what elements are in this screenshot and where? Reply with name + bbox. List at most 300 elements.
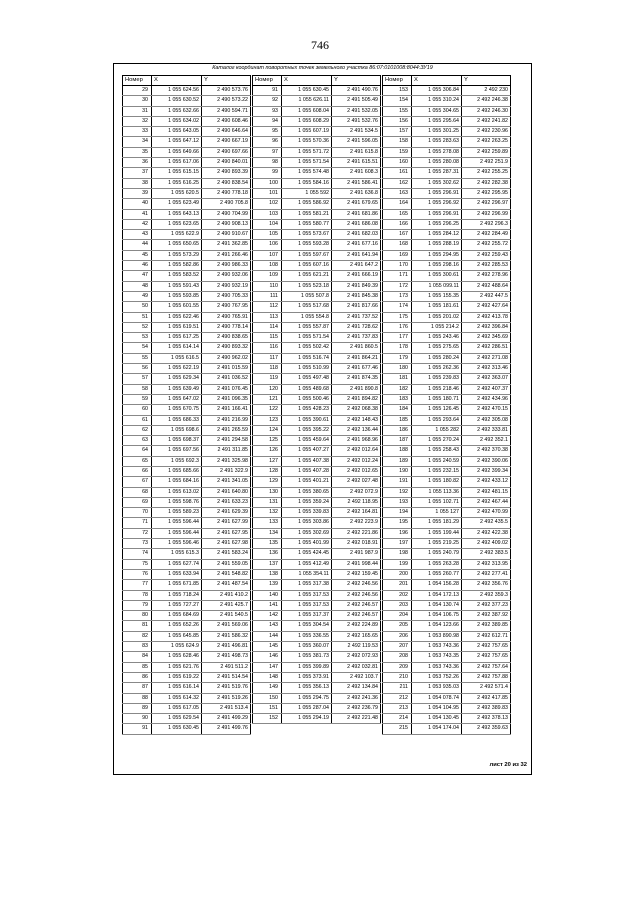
x-coordinate: 1 055 407.27 (281, 446, 331, 455)
point-number: 52 (122, 323, 151, 332)
y-coordinate: 2 492 295.95 (461, 189, 511, 198)
table-row (382, 261, 511, 271)
table-row (252, 694, 381, 704)
y-coordinate: 2 491 641.94 (331, 251, 381, 260)
point-number: 177 (382, 333, 411, 342)
table-row (382, 642, 511, 652)
y-coordinate: 2 490 962.02 (201, 354, 251, 363)
table-row (382, 663, 511, 673)
table-row (382, 127, 511, 137)
y-coordinate: 2 492 230 (461, 86, 511, 95)
y-coordinate: 2 492 389.83 (461, 704, 511, 713)
table-row (252, 385, 381, 395)
y-coordinate: 2 490 608.46 (201, 117, 251, 126)
table-row (382, 86, 511, 96)
y-coordinate: 2 492 103.7 (331, 673, 381, 682)
table-row (252, 292, 381, 302)
x-coordinate: 1 055 554.8 (281, 313, 331, 322)
table-row (252, 86, 381, 96)
point-number: 140 (252, 591, 281, 600)
x-coordinate: 1 055 181.61 (411, 302, 461, 311)
point-number: 104 (252, 220, 281, 229)
x-coordinate: 1 055 593.28 (281, 240, 331, 249)
point-number: 157 (382, 127, 411, 136)
point-number: 73 (122, 539, 151, 548)
y-coordinate: 2 491 015.59 (201, 364, 251, 373)
point-number: 42 (122, 220, 151, 229)
y-coordinate: 2 492 571.4 (461, 683, 511, 692)
point-number: 85 (122, 663, 151, 672)
y-coordinate: 2 492 399.34 (461, 467, 511, 476)
table-row (382, 333, 511, 343)
point-number: 115 (252, 333, 281, 342)
x-coordinate: 1 055 283.63 (411, 137, 461, 146)
point-number: 143 (252, 621, 281, 630)
y-coordinate: 2 491 410.2 (201, 591, 251, 600)
y-coordinate: 2 492 481.15 (461, 488, 511, 497)
table-row (382, 529, 511, 539)
x-coordinate: 1 055 288.19 (411, 240, 461, 249)
y-coordinate: 2 490 932.06 (201, 271, 251, 280)
x-coordinate: 1 055 671.85 (151, 580, 201, 589)
header-y: Y (331, 76, 381, 85)
y-coordinate: 2 491 682.03 (331, 230, 381, 239)
point-number: 201 (382, 580, 411, 589)
table-row (382, 518, 511, 528)
point-number: 168 (382, 240, 411, 249)
table-row (382, 251, 511, 261)
x-coordinate: 1 055 596.46 (151, 539, 201, 548)
table-row (252, 621, 381, 631)
y-coordinate: 2 491 548.82 (201, 570, 251, 579)
y-coordinate: 2 492 136.44 (331, 426, 381, 435)
y-coordinate: 2 492 370.38 (461, 446, 511, 455)
y-coordinate: 2 491 845.38 (331, 292, 381, 301)
point-number: 83 (122, 642, 151, 651)
table-row (122, 107, 251, 117)
y-coordinate: 2 492 363.07 (461, 374, 511, 383)
y-coordinate: 2 491 890.8 (331, 385, 381, 394)
coordinate-sheet (113, 63, 532, 775)
point-number: 179 (382, 354, 411, 363)
table-row (252, 282, 381, 292)
point-number: 58 (122, 385, 151, 394)
table-row (382, 323, 511, 333)
y-coordinate: 2 491 586.32 (201, 632, 251, 641)
y-coordinate: 2 492 246.38 (461, 96, 511, 105)
y-coordinate: 2 491 987.9 (331, 549, 381, 558)
x-coordinate: 1 055 399.89 (281, 663, 331, 672)
table-row (252, 354, 381, 364)
point-number: 36 (122, 158, 151, 167)
y-coordinate: 2 492 383.5 (461, 549, 511, 558)
x-coordinate: 1 055 390.61 (281, 416, 331, 425)
x-coordinate: 1 053 890.98 (411, 632, 461, 641)
table-row (122, 621, 251, 631)
y-coordinate: 2 492 757.65 (461, 652, 511, 661)
table-row (382, 364, 511, 374)
y-coordinate: 2 490 697.66 (201, 148, 251, 157)
table-row (382, 683, 511, 693)
y-coordinate: 2 492 433.12 (461, 477, 511, 486)
x-coordinate: 1 055 616.5 (151, 354, 201, 363)
table-row (382, 189, 511, 199)
table-row (122, 189, 251, 199)
table-row (382, 488, 511, 498)
x-coordinate: 1 055 214.2 (411, 323, 461, 332)
x-coordinate: 1 055 624.56 (151, 86, 201, 95)
x-coordinate: 1 055 275.65 (411, 343, 461, 352)
y-coordinate: 2 492 246.57 (331, 611, 381, 620)
point-number: 155 (382, 107, 411, 116)
table-row (252, 220, 381, 230)
x-coordinate: 1 055 684.69 (151, 611, 201, 620)
point-number: 111 (252, 292, 281, 301)
x-coordinate: 1 055 296.91 (411, 189, 461, 198)
y-coordinate: 2 492 435.5 (461, 518, 511, 527)
y-coordinate: 2 492 757.64 (461, 663, 511, 672)
point-number: 61 (122, 416, 151, 425)
point-number: 141 (252, 601, 281, 610)
table-row (252, 498, 381, 508)
y-coordinate: 2 492 012.64 (331, 446, 381, 455)
table-row (252, 416, 381, 426)
x-coordinate: 1 055 607.16 (281, 261, 331, 270)
x-coordinate: 1 055 395.22 (281, 426, 331, 435)
y-coordinate: 2 492 417.85 (461, 694, 511, 703)
point-number: 84 (122, 652, 151, 661)
y-coordinate: 2 491 362.85 (201, 240, 251, 249)
x-coordinate: 1 054 130.45 (411, 714, 461, 723)
x-coordinate: 1 055 293.64 (411, 416, 461, 425)
y-coordinate: 2 491 511.2 (201, 663, 251, 672)
table-row (252, 426, 381, 436)
x-coordinate: 1 055 692.3 (151, 457, 201, 466)
x-coordinate: 1 055 647.12 (151, 137, 201, 146)
point-number: 121 (252, 395, 281, 404)
table-row (122, 302, 251, 312)
x-coordinate: 1 055 670.75 (151, 405, 201, 414)
point-number: 60 (122, 405, 151, 414)
y-coordinate: 2 491 583.24 (201, 549, 251, 558)
point-number: 51 (122, 313, 151, 322)
point-number: 48 (122, 282, 151, 291)
x-coordinate: 1 055 628.46 (151, 652, 201, 661)
header-number: Номер (382, 76, 411, 85)
table-row (382, 652, 511, 662)
point-number: 59 (122, 395, 151, 404)
point-number: 98 (252, 158, 281, 167)
y-coordinate: 2 491 636.8 (331, 189, 381, 198)
point-number: 55 (122, 354, 151, 363)
y-coordinate: 2 491 677.16 (331, 240, 381, 249)
y-coordinate: 2 491 534.5 (331, 127, 381, 136)
x-coordinate: 1 055 336.55 (281, 632, 331, 641)
table-row (252, 168, 381, 178)
table-row (252, 591, 381, 601)
point-number: 147 (252, 663, 281, 672)
y-coordinate: 2 490 908.13 (201, 220, 251, 229)
y-coordinate: 2 492 072.9 (331, 488, 381, 497)
table-row (122, 508, 251, 518)
y-coordinate: 2 490 932.19 (201, 282, 251, 291)
x-coordinate: 1 055 629.34 (151, 374, 201, 383)
table-row (122, 220, 251, 230)
point-number: 199 (382, 560, 411, 569)
sheet-counter: лист 20 из 32 (489, 762, 527, 768)
table-row (122, 642, 251, 652)
table-row (252, 137, 381, 147)
x-coordinate: 1 054 123.66 (411, 621, 461, 630)
x-coordinate: 1 055 697.56 (151, 446, 201, 455)
y-coordinate: 2 492 389.85 (461, 621, 511, 630)
table-row (252, 539, 381, 549)
table-row (382, 405, 511, 415)
table-row (252, 302, 381, 312)
y-coordinate: 2 492 221.86 (331, 529, 381, 538)
point-number: 213 (382, 704, 411, 713)
table-row (252, 632, 381, 642)
table-row (122, 591, 251, 601)
table-row (122, 127, 251, 137)
table-row (122, 271, 251, 281)
y-coordinate: 2 491 728.62 (331, 323, 381, 332)
x-coordinate: 1 055 359.24 (281, 498, 331, 507)
point-number: 108 (252, 261, 281, 270)
y-coordinate: 2 490 594.71 (201, 107, 251, 116)
point-number: 170 (382, 261, 411, 270)
x-coordinate: 1 055 581.21 (281, 210, 331, 219)
x-coordinate: 1 055 616.25 (151, 179, 201, 188)
x-coordinate: 1 055 517.68 (281, 302, 331, 311)
table-row (252, 601, 381, 611)
point-number: 38 (122, 179, 151, 188)
y-coordinate: 2 491 540.5 (201, 611, 251, 620)
point-number: 198 (382, 549, 411, 558)
point-number: 173 (382, 292, 411, 301)
y-coordinate: 2 492 246.30 (461, 107, 511, 116)
table-row (122, 354, 251, 364)
y-coordinate: 2 491 532.76 (331, 117, 381, 126)
point-number: 163 (382, 189, 411, 198)
x-coordinate: 1 055 407.28 (281, 467, 331, 476)
point-number: 93 (252, 107, 281, 116)
table-row (252, 436, 381, 446)
y-coordinate: 2 491 569.06 (201, 621, 251, 630)
point-number: 180 (382, 364, 411, 373)
x-coordinate: 1 055 218.46 (411, 385, 461, 394)
point-number: 50 (122, 302, 151, 311)
x-coordinate: 1 055 258.43 (411, 446, 461, 455)
y-coordinate: 2 492 422.38 (461, 529, 511, 538)
point-number: 167 (382, 230, 411, 239)
point-number: 186 (382, 426, 411, 435)
x-coordinate: 1 055 306.84 (411, 86, 461, 95)
x-coordinate: 1 055 181.29 (411, 518, 461, 527)
x-coordinate: 1 055 574.48 (281, 168, 331, 177)
point-number: 90 (122, 714, 151, 723)
point-number: 131 (252, 498, 281, 507)
point-number: 34 (122, 137, 151, 146)
point-number: 164 (382, 199, 411, 208)
x-coordinate: 1 055 622.9 (151, 230, 201, 239)
point-number: 89 (122, 704, 151, 713)
y-coordinate: 2 490 838.65 (201, 333, 251, 342)
x-coordinate: 1 055 317.53 (281, 601, 331, 610)
point-number: 203 (382, 601, 411, 610)
point-number: 190 (382, 467, 411, 476)
point-number: 72 (122, 529, 151, 538)
x-coordinate: 1 055 589.23 (151, 508, 201, 517)
y-coordinate: 2 492 148.43 (331, 416, 381, 425)
point-number: 205 (382, 621, 411, 630)
point-number: 119 (252, 374, 281, 383)
table-row (122, 323, 251, 333)
y-coordinate: 2 492 467.44 (461, 498, 511, 507)
table-row (252, 580, 381, 590)
table-row (382, 539, 511, 549)
x-coordinate: 1 055 617.05 (151, 704, 201, 713)
y-coordinate: 2 492 018.91 (331, 539, 381, 548)
y-coordinate: 2 492 378.13 (461, 714, 511, 723)
x-coordinate: 1 055 510.99 (281, 364, 331, 373)
point-number: 148 (252, 673, 281, 682)
y-coordinate: 2 492 027.48 (331, 477, 381, 486)
point-number: 82 (122, 632, 151, 641)
x-coordinate: 1 055 698.37 (151, 436, 201, 445)
table-row (382, 137, 511, 147)
point-number: 105 (252, 230, 281, 239)
x-coordinate: 1 055 354.11 (281, 570, 331, 579)
y-coordinate: 2 490 667.19 (201, 137, 251, 146)
table-row (122, 446, 251, 456)
x-coordinate: 1 055 633.94 (151, 570, 201, 579)
table-row (122, 467, 251, 477)
table-row (122, 683, 251, 693)
y-coordinate: 2 492 427.64 (461, 302, 511, 311)
table-row (122, 652, 251, 662)
x-coordinate: 1 055 727.27 (151, 601, 201, 610)
y-coordinate: 2 491 860.5 (331, 343, 381, 352)
x-coordinate: 1 055 624.9 (151, 642, 201, 651)
x-coordinate: 1 055 113.36 (411, 488, 461, 497)
point-number: 176 (382, 323, 411, 332)
point-number: 116 (252, 343, 281, 352)
table-row (382, 436, 511, 446)
point-number: 31 (122, 107, 151, 116)
x-coordinate: 1 055 621.76 (151, 663, 201, 672)
y-coordinate: 2 492 356.76 (461, 580, 511, 589)
y-coordinate: 2 492 305.08 (461, 416, 511, 425)
x-coordinate: 1 055 401.21 (281, 477, 331, 486)
y-coordinate: 2 490 778.18 (201, 189, 251, 198)
y-coordinate: 2 492 757.88 (461, 673, 511, 682)
y-coordinate: 2 492 246.57 (331, 601, 381, 610)
x-coordinate: 1 055 586.92 (281, 199, 331, 208)
y-coordinate: 2 492 134.84 (331, 683, 381, 692)
y-coordinate: 2 492 277.41 (461, 570, 511, 579)
table-row (122, 663, 251, 673)
table-row (382, 694, 511, 704)
y-coordinate: 2 491 216.99 (201, 416, 251, 425)
table-row (382, 704, 511, 714)
x-coordinate: 1 055 686.33 (151, 416, 201, 425)
y-coordinate: 2 491 998.44 (331, 560, 381, 569)
x-coordinate: 1 055 632.66 (151, 107, 201, 116)
point-number: 53 (122, 333, 151, 342)
y-coordinate: 2 492 284.49 (461, 230, 511, 239)
y-coordinate: 2 491 498.73 (201, 652, 251, 661)
point-number: 92 (252, 96, 281, 105)
table-column-group (252, 75, 381, 735)
y-coordinate: 2 490 910.67 (201, 230, 251, 239)
point-number: 101 (252, 189, 281, 198)
x-coordinate: 1 055 630.52 (151, 96, 201, 105)
y-coordinate: 2 491 686.08 (331, 220, 381, 229)
table-row (122, 313, 251, 323)
point-number: 130 (252, 488, 281, 497)
table-row (382, 591, 511, 601)
table-row (382, 148, 511, 158)
table-row (382, 271, 511, 281)
table-row (382, 560, 511, 570)
table-row (122, 724, 251, 734)
point-number: 126 (252, 446, 281, 455)
table-row (122, 436, 251, 446)
point-number: 153 (382, 86, 411, 95)
point-number: 123 (252, 416, 281, 425)
point-number: 136 (252, 549, 281, 558)
table-row (122, 179, 251, 189)
x-coordinate: 1 055 596.44 (151, 529, 201, 538)
x-coordinate: 1 055 102.71 (411, 498, 461, 507)
y-coordinate: 2 492 377.23 (461, 601, 511, 610)
y-coordinate: 2 491 499.76 (201, 724, 251, 733)
point-number: 172 (382, 282, 411, 291)
point-number: 202 (382, 591, 411, 600)
y-coordinate: 2 491 265.59 (201, 426, 251, 435)
x-coordinate: 1 055 127 (411, 508, 461, 517)
point-number: 41 (122, 210, 151, 219)
point-number: 94 (252, 117, 281, 126)
table-row (382, 549, 511, 559)
table-row (252, 560, 381, 570)
y-coordinate: 2 491 677.46 (331, 364, 381, 373)
table-row (122, 539, 251, 549)
point-number: 184 (382, 405, 411, 414)
table-row (252, 271, 381, 281)
table-row (382, 210, 511, 220)
table-row (382, 395, 511, 405)
table-row (252, 673, 381, 683)
table-row (382, 724, 511, 734)
table-row (382, 508, 511, 518)
x-coordinate: 1 055 592 (281, 189, 331, 198)
y-coordinate: 2 492 296.3 (461, 220, 511, 229)
point-number: 124 (252, 426, 281, 435)
table-row (122, 498, 251, 508)
point-number: 65 (122, 457, 151, 466)
point-number: 106 (252, 240, 281, 249)
table-row (252, 488, 381, 498)
y-coordinate: 2 491 505.49 (331, 96, 381, 105)
point-number: 56 (122, 364, 151, 373)
point-number: 144 (252, 632, 281, 641)
x-coordinate: 1 055 684.16 (151, 477, 201, 486)
x-coordinate: 1 055 571.72 (281, 148, 331, 157)
table-row (252, 714, 381, 724)
y-coordinate: 2 490 893.32 (201, 343, 251, 352)
